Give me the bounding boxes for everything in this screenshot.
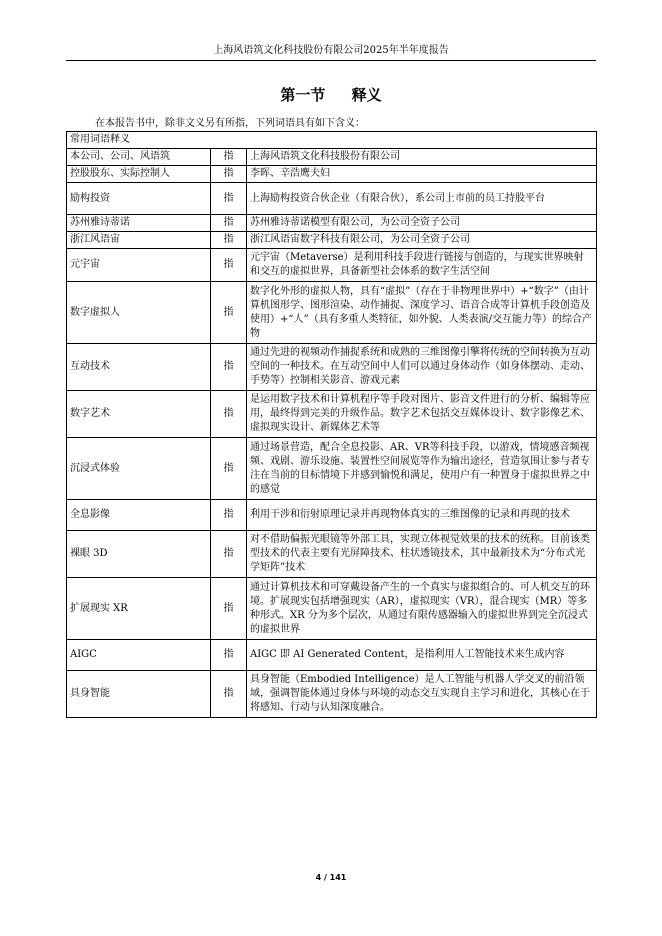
term-cell: 沉浸式体验 — [67, 438, 211, 500]
table-row — [67, 671, 597, 718]
definition-cell: 对不借助偏振光眼镜等外部工具，实现立体视觉效果的技术的统称。目前该类型技术的代表主要有光屏障技术、柱状透镜技术，其中最新技术为“分布式光学矩阵”技术 — [247, 531, 597, 578]
table-row — [67, 232, 597, 249]
ref-cell: 指 — [211, 500, 247, 531]
ref-cell: 指 — [211, 215, 247, 232]
ref-cell: 指 — [211, 166, 247, 183]
ref-cell: 指 — [211, 249, 247, 282]
table-row — [67, 249, 597, 282]
ref-cell: 指 — [211, 149, 247, 166]
table-group-row — [67, 132, 597, 149]
ref-cell: 指 — [211, 183, 247, 215]
definition-cell: 具身智能（Embodied Intelligence）是人工智能与机器人学交叉的前沿领域，强调智能体通过身体与环境的动态交互实现自主学习和进化，其核心在于将感知、行动与认知深度融合。 — [247, 671, 597, 718]
table-row — [67, 500, 597, 531]
definition-cell: 苏州雅诗蒂诺模型有限公司，为公司全资子公司 — [247, 215, 597, 232]
term-cell: 浙江风语宙 — [67, 232, 211, 249]
table-group-label: 常用词语释义 — [67, 132, 597, 149]
term-cell: 励构投资 — [67, 183, 211, 215]
ref-cell: 指 — [211, 671, 247, 718]
page-number: 4 / 141 — [315, 873, 347, 882]
term-cell: 控股股东、实际控制人 — [67, 166, 211, 183]
term-cell: 数字虚拟人 — [67, 282, 211, 344]
ref-cell: 指 — [211, 232, 247, 249]
definition-cell: 数字化外形的虚拟人物，具有“虚拟”（存在于非物理世界中）+“数字”（由计算机图形学、图形渲染、动作捕捉、深度学习、语音合成等计算机手段创造及使用）+“人”（具有多重人类特征，如外貌、人类表演/交互能力等）的综合产物 — [247, 282, 597, 344]
ref-cell: 指 — [211, 531, 247, 578]
table-row — [67, 183, 597, 215]
ref-cell: 指 — [211, 578, 247, 640]
definition-cell: 利用干涉和衍射原理记录并再现物体真实的三维图像的记录和再现的技术 — [247, 500, 597, 531]
definition-cell: 上海风语筑文化科技股份有限公司 — [247, 149, 597, 166]
table-row — [67, 531, 597, 578]
definition-cell: 通过场景营造，配合全息投影、AR、VR等科技手段，以游戏，情境感音频视频、戏剧、游乐设施、装置性空间展览等作为输出途径，营造氛围让参与者专注在当前的目标情境下并感到愉悦和满足，使用户有一种置身于虚拟世界之中的感觉 — [247, 438, 597, 500]
ref-cell: 指 — [211, 344, 247, 391]
section-name: 释义 — [351, 86, 382, 104]
table-row — [67, 282, 597, 344]
table-row — [67, 166, 597, 183]
definition-cell: 通过计算机技术和可穿戴设备产生的一个真实与虚拟组合的、可人机交互的环境。扩展现实包括增强现实（AR），虚拟现实（VR），混合现实（MR）等多种形式。XR 分为多个层次，从通过有限传感器输入的虚拟世界到完全沉浸式的虚拟世界 — [247, 578, 597, 640]
term-cell: 扩展现实 XR — [67, 578, 211, 640]
table-row — [67, 640, 597, 671]
report-header: 上海风语筑文化科技股份有限公司2025年半年度报告 — [213, 45, 449, 56]
definition-cell: 元宇宙（Metaverse）是利用科技手段进行链接与创造的，与现实世界映射和交互的虚拟世界，具备新型社会体系的数字生活空间 — [247, 249, 597, 282]
term-cell: 具身智能 — [67, 671, 211, 718]
term-cell: 数字艺术 — [67, 391, 211, 438]
ref-cell: 指 — [211, 391, 247, 438]
intro-text: 在本报告书中，除非文义另有所指，下列词语具有如下含义： — [95, 118, 365, 129]
table-row — [67, 578, 597, 640]
definition-cell: 李晖、辛浩鹰夫妇 — [247, 166, 597, 183]
definition-cell: 是运用数字技术和计算机程序等手段对图片、影音文件进行的分析、编辑等应用，最终得到完美的升级作品。数字艺术包括交互媒体设计、数字影像艺术、虚拟现实设计、新媒体艺术等 — [247, 391, 597, 438]
definition-cell: 上海励构投资合伙企业（有限合伙），系公司上市前的员工持股平台 — [247, 183, 597, 215]
term-cell: 元宇宙 — [67, 249, 211, 282]
table-row — [67, 344, 597, 391]
table-row — [67, 438, 597, 500]
ref-cell: 指 — [211, 640, 247, 671]
term-cell: 裸眼 3D — [67, 531, 211, 578]
term-cell: 本公司、公司、风语筑 — [67, 149, 211, 166]
term-cell: AIGC — [67, 640, 211, 671]
header-divider — [66, 60, 596, 61]
table-row — [67, 391, 597, 438]
section-title — [0, 86, 662, 104]
ref-cell: 指 — [211, 438, 247, 500]
term-cell: 苏州雅诗蒂诺 — [67, 215, 211, 232]
section-number: 第一节 — [280, 86, 326, 104]
ref-cell: 指 — [211, 282, 247, 344]
table-row — [67, 215, 597, 232]
definition-cell: 通过先进的视频动作捕捉系统和成熟的三维图像引擎将传统的空间转换为互动空间的一种技术。在互动空间中人们可以通过身体动作（如身体摆动、走动、手势等）控制相关影音、游戏元素 — [247, 344, 597, 391]
definition-cell: 浙江风语宙数字科技有限公司，为公司全资子公司 — [247, 232, 597, 249]
term-cell: 全息影像 — [67, 500, 211, 531]
definitions-table — [66, 131, 597, 718]
definition-cell: AIGC 即 AI Generated Content，是指利用人工智能技术来生成内容 — [247, 640, 597, 671]
table-row — [67, 149, 597, 166]
term-cell: 互动技术 — [67, 344, 211, 391]
